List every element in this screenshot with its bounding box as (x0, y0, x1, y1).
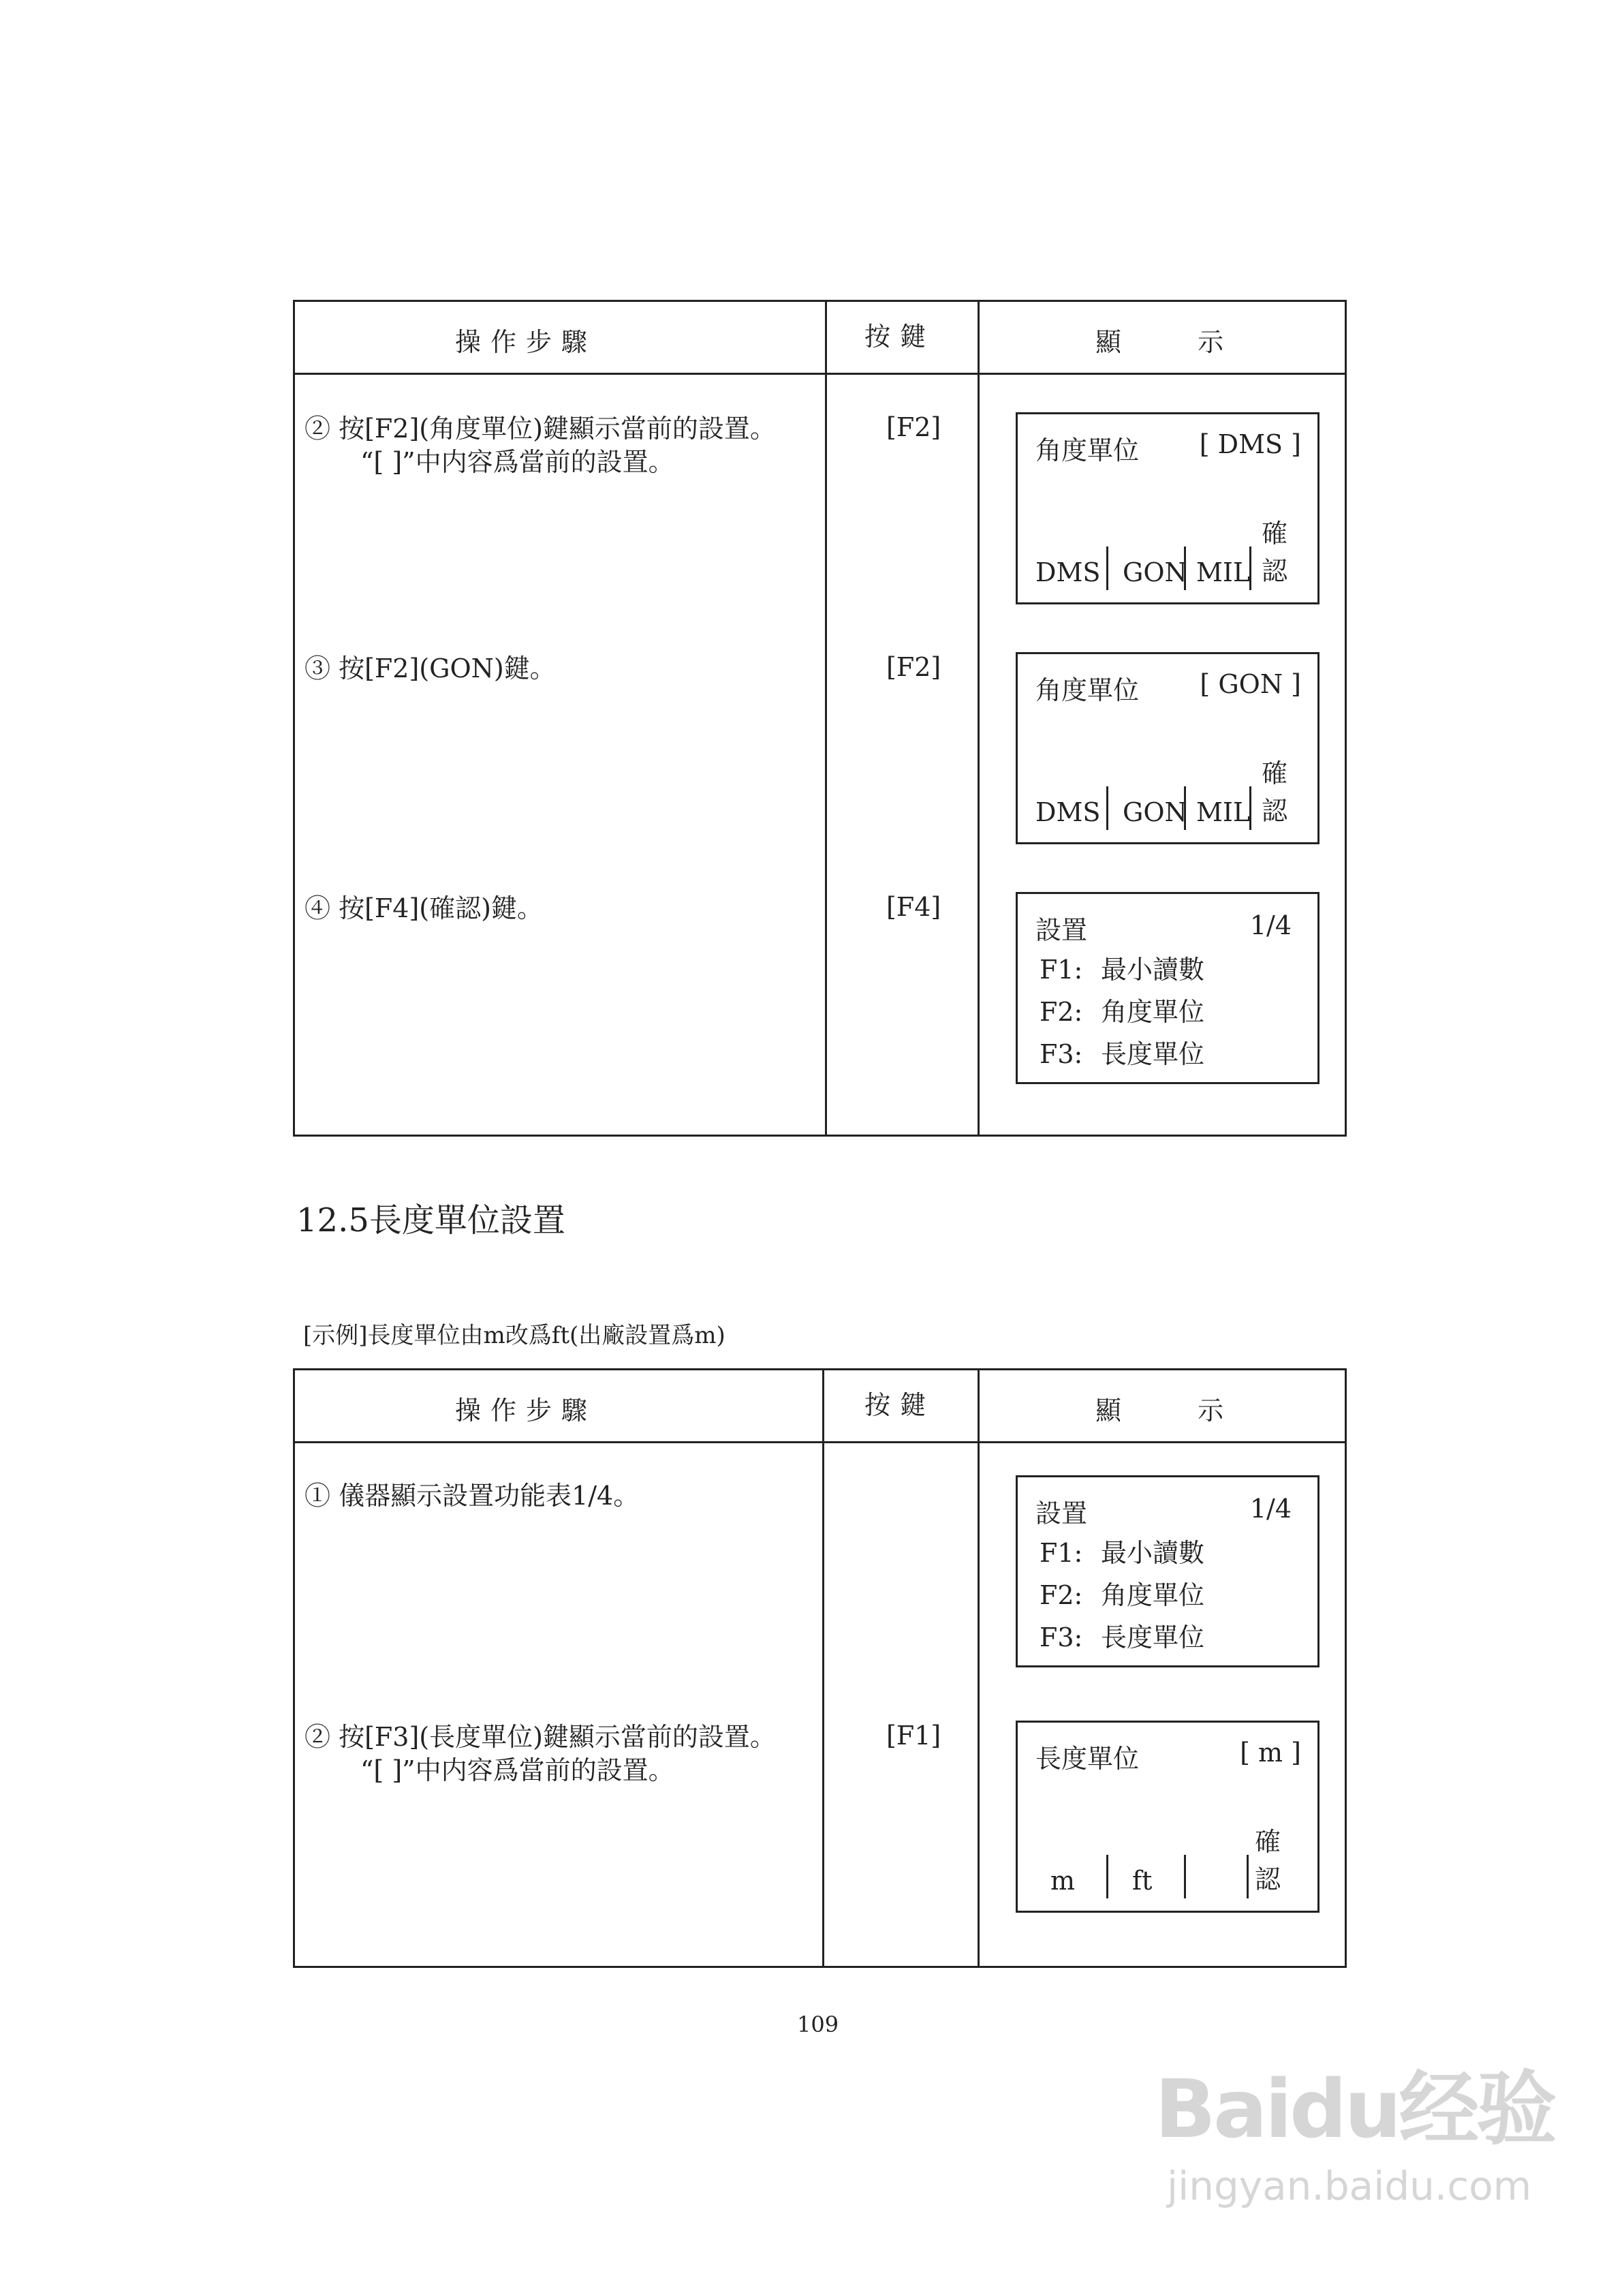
header-steps: 操作步驟 (455, 1396, 597, 1426)
screen-menu (1040, 1532, 1204, 1659)
screen-value: [ GON ] (1200, 669, 1301, 699)
menu-item: F3: 長度單位 (1040, 1039, 1205, 1069)
header-display: 顯 示 (1095, 327, 1258, 357)
watermark-url: jingyan.baidu.com (1167, 2163, 1532, 2209)
screen-menu (1040, 949, 1204, 1075)
menu-item: F1: 最小讀數 (1040, 1538, 1205, 1568)
operation-table-1 (293, 300, 1347, 1137)
softkey-gon: GON (1123, 557, 1187, 587)
screen-title: 設置 (1035, 1498, 1088, 1528)
menu-item: F2: 角度單位 (1040, 997, 1205, 1027)
display-screen (1016, 892, 1320, 1084)
key-label: [F4] (886, 892, 941, 922)
softkey-bar (1035, 758, 1305, 827)
key-label: [F2] (886, 412, 941, 442)
key-label: [F2] (886, 652, 941, 682)
operation-table-2 (293, 1368, 1347, 1968)
step-text: ② 按[F2](角度單位)鍵顯示當前的設置。 “[ ]”中内容爲當前的設置。 (304, 414, 776, 478)
display-screen (1016, 1475, 1320, 1667)
step-text: ③ 按[F2](GON)鍵。 (304, 653, 556, 683)
display-screen (1016, 652, 1320, 844)
menu-item: F3: 長度單位 (1040, 1622, 1205, 1652)
step-text: ④ 按[F4](確認)鍵。 (304, 893, 543, 923)
screen-value: [ DMS ] (1199, 429, 1301, 459)
screen-value: [ m ] (1240, 1738, 1301, 1768)
section-title: 12.5長度單位設置 (296, 1201, 565, 1239)
key-label: [F1] (886, 1721, 941, 1751)
header-steps: 操作步驟 (455, 327, 597, 357)
screen-title: 長度單位 (1035, 1744, 1140, 1774)
softkey-mil: MIL (1196, 797, 1251, 827)
softkey-bar (1035, 1827, 1305, 1896)
header-keys: 按鍵 (864, 322, 936, 352)
screen-title: 角度單位 (1035, 675, 1140, 705)
display-screen (1016, 1721, 1320, 1913)
example-caption: [示例]長度單位由m改爲ft(出廠設置爲m) (303, 1322, 725, 1349)
softkey-dms: DMS (1035, 797, 1101, 827)
watermark-logo: Baidu经验 (1155, 2062, 1555, 2156)
screen-page: 1/4 (1249, 910, 1292, 940)
screen-page: 1/4 (1249, 1494, 1292, 1524)
softkey-mil: MIL (1196, 557, 1251, 587)
menu-item: F1: 最小讀數 (1040, 955, 1205, 985)
baidu-watermark (1155, 2044, 1555, 2209)
softkey-confirm: 確認 (1255, 1827, 1281, 1894)
screen-title: 角度單位 (1035, 435, 1140, 465)
softkey-gon: GON (1123, 797, 1187, 827)
step-text: ② 按[F3](長度單位)鍵顯示當前的設置。 “[ ]”中内容爲當前的設置。 (304, 1722, 776, 1786)
softkey-dms: DMS (1035, 557, 1101, 587)
softkey-m: m (1050, 1866, 1076, 1896)
softkey-confirm: 確認 (1262, 519, 1288, 586)
menu-item: F2: 角度單位 (1040, 1580, 1205, 1610)
screen-title: 設置 (1035, 915, 1088, 945)
softkey-bar (1035, 519, 1305, 587)
page-number: 109 (797, 2012, 839, 2037)
softkey-confirm: 確認 (1262, 758, 1288, 826)
header-keys: 按鍵 (864, 1390, 936, 1420)
header-display: 顯 示 (1095, 1396, 1258, 1426)
step-text: ① 儀器顯示設置功能表1/4。 (304, 1481, 640, 1511)
softkey-ft: ft (1132, 1866, 1153, 1896)
display-screen (1016, 412, 1320, 604)
